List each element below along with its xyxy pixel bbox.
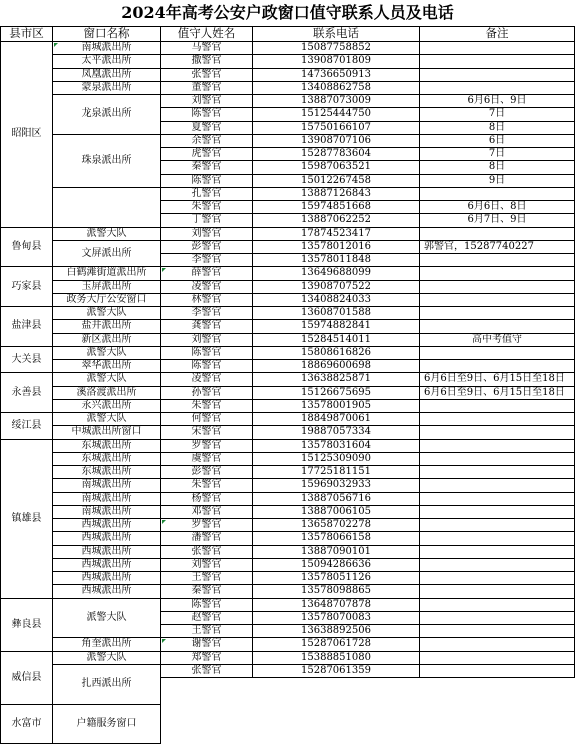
county-cell: 镇雄县 (0, 440, 53, 599)
note-cell (420, 82, 575, 95)
phone-cell: 15750166107 (253, 122, 420, 135)
officer-cell: 丁警官 (161, 214, 253, 227)
county-cell: 水富市 (0, 705, 53, 744)
window-cell: 南城派出所 (53, 493, 161, 506)
note-cell: 8日 (420, 122, 575, 135)
phone-cell: 13908701809 (253, 55, 420, 68)
officer-cell: 薛警官 (161, 267, 253, 280)
officer-cell: 罗警官 (161, 440, 253, 453)
note-cell (420, 466, 575, 479)
window-cell: 户籍服务窗口 (53, 705, 161, 744)
phone-cell: 15974851668 (253, 201, 420, 214)
note-cell (420, 254, 575, 267)
window-cell: 西城派出所 (53, 546, 161, 559)
window-cell: 蒙泉派出所 (53, 82, 161, 95)
window-cell: 中城派出所窗口 (53, 426, 161, 439)
note-cell (420, 546, 575, 559)
phone-cell: 17874523417 (253, 228, 420, 241)
county-cell: 大关县 (0, 347, 53, 374)
officer-cell: 李警官 (161, 307, 253, 320)
officer-cell: 董警官 (161, 82, 253, 95)
officer-cell: 潘警官 (161, 532, 253, 545)
phone-cell: 13658702278 (253, 519, 420, 532)
officer-cell: 彭警官 (161, 466, 253, 479)
cell-comment-marker (54, 43, 58, 47)
officer-cell: 赵警官 (161, 612, 253, 625)
officer-cell: 王警官 (161, 625, 253, 638)
note-cell (420, 400, 575, 413)
officer-cell: 撒警官 (161, 55, 253, 68)
officer-cell: 孔警官 (161, 188, 253, 201)
window-cell: 派警大队 (53, 307, 161, 320)
phone-cell: 13578012016 (253, 241, 420, 254)
county-cell: 盐津县 (0, 307, 53, 347)
officer-cell: 秦警官 (161, 585, 253, 598)
phone-cell: 15388851080 (253, 652, 420, 665)
window-cell: 太平派出所 (53, 55, 161, 68)
header-officer: 值守人姓名 (161, 26, 253, 42)
note-cell (420, 638, 575, 651)
county-cell: 威信县 (0, 652, 53, 705)
county-cell: 鲁甸县 (0, 228, 53, 268)
officer-cell: 王警官 (161, 572, 253, 585)
note-cell (420, 612, 575, 625)
phone-cell: 13578098865 (253, 585, 420, 598)
officer-cell: 孙警官 (161, 387, 253, 400)
note-cell (420, 440, 575, 453)
phone-cell: 15287061728 (253, 638, 420, 651)
cell-comment-marker (162, 268, 166, 272)
officer-cell: 凌警官 (161, 281, 253, 294)
window-cell: 南城派出所 (53, 42, 161, 55)
note-cell: 6日 (420, 135, 575, 148)
window-cell: 东城派出所 (53, 440, 161, 453)
window-cell: 派警大队 (53, 373, 161, 386)
officer-cell: 张警官 (161, 546, 253, 559)
window-cell: 翠华派出所 (53, 360, 161, 373)
window-cell: 盐井派出所 (53, 320, 161, 333)
note-cell (420, 294, 575, 307)
phone-cell: 17725181151 (253, 466, 420, 479)
phone-cell: 15087758852 (253, 42, 420, 55)
note-cell: 7日 (420, 108, 575, 121)
cell-comment-marker (162, 639, 166, 643)
window-cell: 角奎派出所 (53, 638, 161, 651)
phone-cell: 13578051126 (253, 572, 420, 585)
phone-cell: 15974882841 (253, 320, 420, 333)
window-cell: 凤凰派出所 (53, 69, 161, 82)
phone-cell: 18869600698 (253, 360, 420, 373)
officer-cell: 虎警官 (161, 148, 253, 161)
note-cell: 8日 (420, 161, 575, 174)
window-cell: 东城派出所 (53, 466, 161, 479)
officer-cell: 罗警官 (161, 519, 253, 532)
phone-cell: 15808616826 (253, 347, 420, 360)
window-cell: 文屏派出所 (53, 241, 161, 268)
note-cell (420, 307, 575, 320)
window-cell: 西城派出所 (53, 585, 161, 598)
phone-cell: 14736650913 (253, 69, 420, 82)
note-cell: 7日 (420, 148, 575, 161)
phone-cell: 13908707106 (253, 135, 420, 148)
note-cell (420, 599, 575, 612)
phone-cell: 15126675695 (253, 387, 420, 400)
officer-cell: 刘警官 (161, 334, 253, 347)
officer-cell: 朱警官 (161, 479, 253, 492)
note-cell (420, 625, 575, 638)
note-cell (420, 665, 575, 678)
note-cell (420, 532, 575, 545)
phone-cell: 13578070083 (253, 612, 420, 625)
phone-cell: 15287783604 (253, 148, 420, 161)
note-cell (420, 453, 575, 466)
note-cell (420, 413, 575, 426)
window-cell: 西城派出所 (53, 519, 161, 532)
header-county: 县市区 (0, 26, 53, 42)
note-cell (420, 493, 575, 506)
phone-cell: 13608701588 (253, 307, 420, 320)
window-cell: 扎西派出所 (53, 665, 161, 705)
window-cell: 政务大厅公安窗口 (53, 294, 161, 307)
phone-cell: 13649688099 (253, 267, 420, 280)
phone-cell: 13887126843 (253, 188, 420, 201)
officer-cell: 杨警官 (161, 493, 253, 506)
note-cell: 6月6日至9日、6月15日至18日 (420, 387, 575, 400)
window-cell: 龙泉派出所 (53, 95, 161, 135)
note-cell (420, 188, 575, 201)
note-cell: 高中考值守 (420, 334, 575, 347)
note-cell (420, 228, 575, 241)
window-cell (53, 188, 161, 228)
window-cell: 西城派出所 (53, 572, 161, 585)
note-cell: 6月6日、9日 (420, 95, 575, 108)
county-cell: 永善县 (0, 373, 53, 413)
phone-cell: 13908707522 (253, 281, 420, 294)
phone-cell: 15287061359 (253, 665, 420, 678)
window-cell: 玉屏派出所 (53, 281, 161, 294)
note-cell (420, 506, 575, 519)
officer-cell: 凌警官 (161, 373, 253, 386)
note-cell (420, 559, 575, 572)
phone-cell: 15094286636 (253, 559, 420, 572)
phone-cell: 15284514011 (253, 334, 420, 347)
officer-cell: 谢警官 (161, 638, 253, 651)
officer-cell: 郑警官 (161, 652, 253, 665)
window-cell: 新区派出所 (53, 334, 161, 347)
phone-cell: 13887090101 (253, 546, 420, 559)
note-cell (420, 652, 575, 665)
window-cell: 珠泉派出所 (53, 135, 161, 188)
phone-cell: 13887073009 (253, 95, 420, 108)
window-cell: 东城派出所 (53, 453, 161, 466)
window-cell: 派警大队 (53, 413, 161, 426)
window-cell: 白鹤滩街道派出所 (53, 267, 161, 280)
phone-cell: 15969032933 (253, 479, 420, 492)
officer-cell: 陈警官 (161, 360, 253, 373)
officer-cell: 秦警官 (161, 161, 253, 174)
note-cell (420, 267, 575, 280)
window-cell: 南城派出所 (53, 479, 161, 492)
phone-cell: 15125444750 (253, 108, 420, 121)
officer-cell: 刘警官 (161, 95, 253, 108)
phone-cell: 13887056716 (253, 493, 420, 506)
window-cell: 永兴派出所 (53, 400, 161, 413)
officer-cell: 陈警官 (161, 599, 253, 612)
county-cell: 昭阳区 (0, 42, 53, 228)
note-cell (420, 585, 575, 598)
phone-cell: 13648707878 (253, 599, 420, 612)
county-cell: 绥江县 (0, 413, 53, 440)
officer-cell: 李警官 (161, 254, 253, 267)
phone-cell: 18849870061 (253, 413, 420, 426)
officer-cell: 马警官 (161, 42, 253, 55)
note-cell (420, 572, 575, 585)
page-title: 2024年高考公安户政窗口值守联系人员及电话 (0, 0, 575, 26)
note-cell (420, 347, 575, 360)
window-cell: 南城派出所 (53, 506, 161, 519)
note-cell (420, 519, 575, 532)
phone-cell: 13578011848 (253, 254, 420, 267)
phone-cell: 15125309090 (253, 453, 420, 466)
officer-cell: 何警官 (161, 413, 253, 426)
phone-cell: 13887062252 (253, 214, 420, 227)
window-cell: 派警大队 (53, 228, 161, 241)
county-cell: 巧家县 (0, 267, 53, 307)
officer-cell: 陈警官 (161, 108, 253, 121)
note-cell (420, 479, 575, 492)
header-phone: 联系电话 (253, 26, 420, 42)
officer-cell: 张警官 (161, 69, 253, 82)
note-cell: 6月6日、8日 (420, 201, 575, 214)
phone-cell: 19887057334 (253, 426, 420, 439)
officer-cell: 刘警官 (161, 559, 253, 572)
phone-cell: 13408862758 (253, 82, 420, 95)
phone-cell: 13578031604 (253, 440, 420, 453)
window-cell: 西城派出所 (53, 559, 161, 572)
county-cell: 彝良县 (0, 599, 53, 652)
window-cell: 派警大队 (53, 652, 161, 665)
header-note: 备注 (420, 26, 575, 42)
window-cell: 西城派出所 (53, 532, 161, 545)
phone-cell: 13887006105 (253, 506, 420, 519)
note-cell: 郭警官，15287740227 (420, 241, 575, 254)
note-cell: 6月7日、9日 (420, 214, 575, 227)
note-cell (420, 360, 575, 373)
officer-cell: 陈警官 (161, 347, 253, 360)
note-cell: 6月6日至9日、6月15日至18日 (420, 373, 575, 386)
phone-cell: 13408824033 (253, 294, 420, 307)
phone-cell: 15987063521 (253, 161, 420, 174)
officer-cell: 朱警官 (161, 201, 253, 214)
cell-comment-marker (162, 520, 166, 524)
officer-cell: 陈警官 (161, 175, 253, 188)
officer-cell: 张警官 (161, 665, 253, 678)
officer-cell: 林警官 (161, 294, 253, 307)
note-cell (420, 55, 575, 68)
phone-cell: 13578066158 (253, 532, 420, 545)
note-cell (420, 426, 575, 439)
officer-cell: 虞警官 (161, 453, 253, 466)
phone-cell: 13578001905 (253, 400, 420, 413)
note-cell (420, 320, 575, 333)
officer-cell: 邓警官 (161, 506, 253, 519)
phone-cell: 13638825871 (253, 373, 420, 386)
officer-cell: 彭警官 (161, 241, 253, 254)
phone-cell: 15012267458 (253, 175, 420, 188)
officer-cell: 余警官 (161, 135, 253, 148)
officer-cell: 夏警官 (161, 122, 253, 135)
note-cell (420, 69, 575, 82)
window-cell: 派警大队 (53, 599, 161, 639)
officer-cell: 龚警官 (161, 320, 253, 333)
window-cell: 溪洛渡派出所 (53, 387, 161, 400)
officer-cell: 刘警官 (161, 228, 253, 241)
note-cell (420, 281, 575, 294)
officer-cell: 宋警官 (161, 426, 253, 439)
phone-cell: 13638892506 (253, 625, 420, 638)
note-cell (420, 42, 575, 55)
officer-cell: 朱警官 (161, 400, 253, 413)
note-cell: 9日 (420, 175, 575, 188)
window-cell: 派警大队 (53, 347, 161, 360)
header-window: 窗口名称 (53, 26, 161, 42)
